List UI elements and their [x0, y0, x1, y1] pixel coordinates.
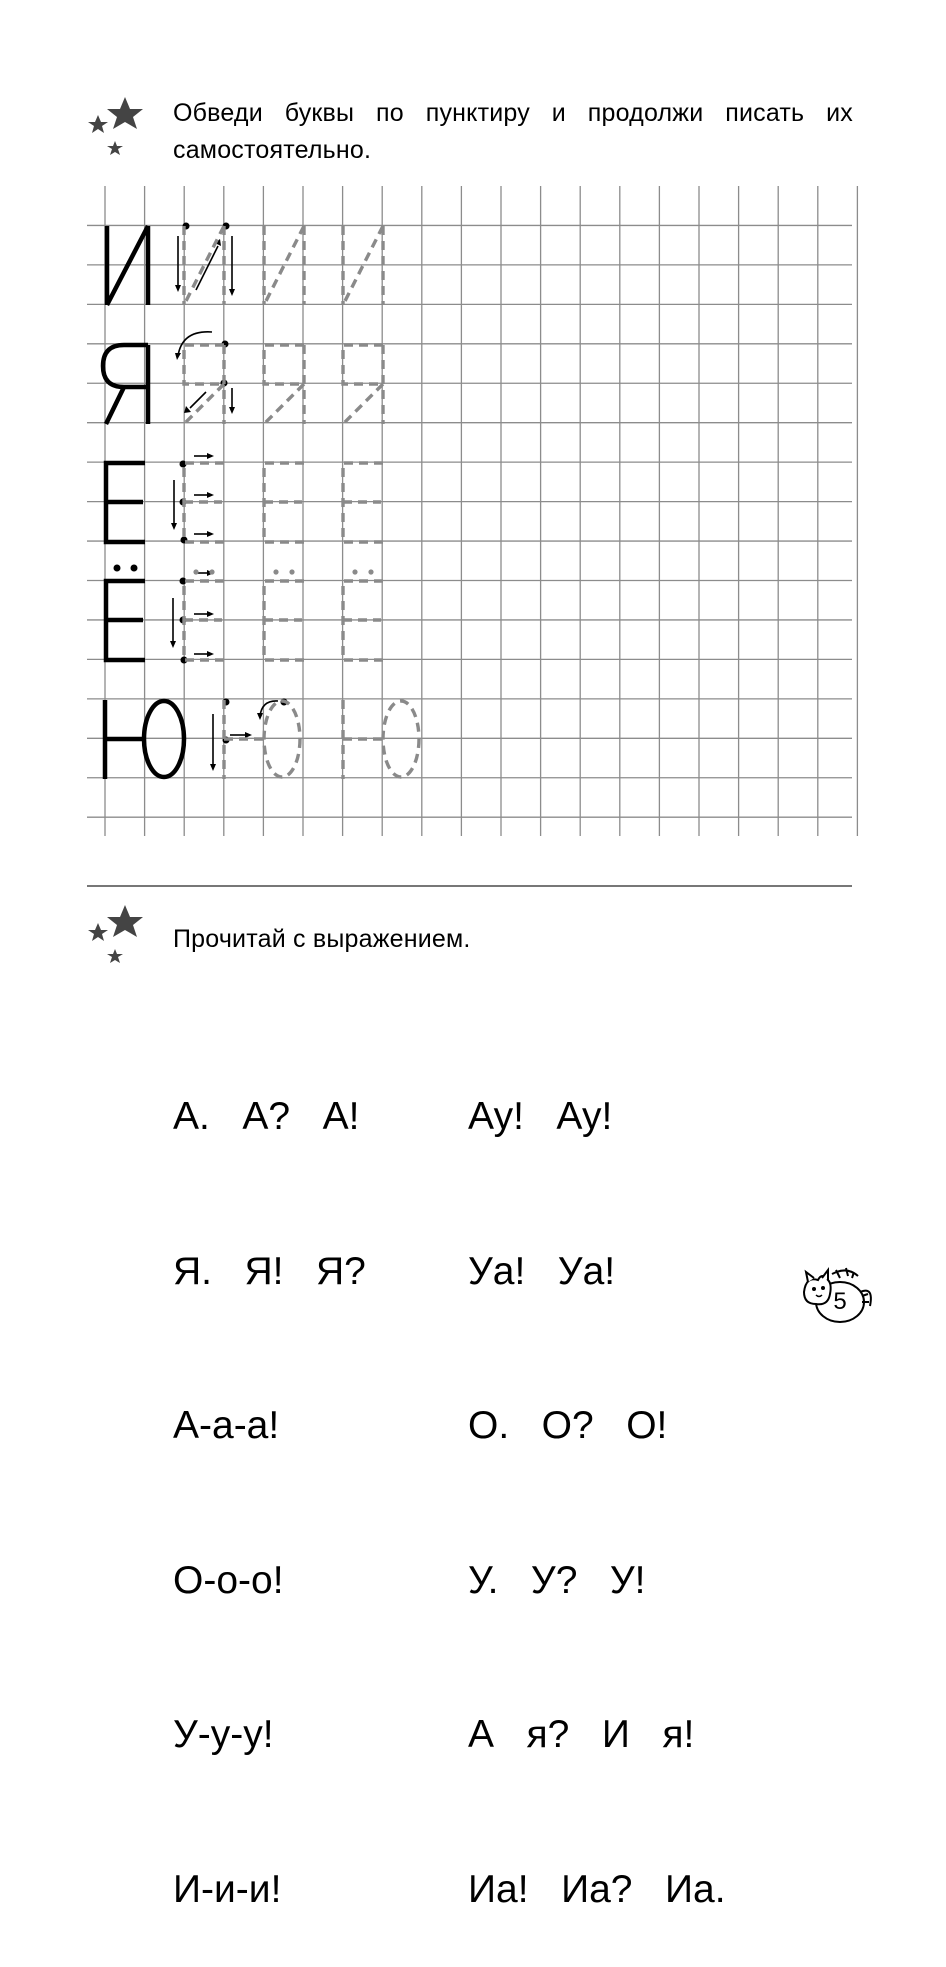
reading-line: Иа! Иа? Иа. [468, 1867, 726, 1911]
traced-letter-yu-oval [383, 701, 419, 777]
reading-line: А. А? А! [173, 1095, 360, 1138]
reading-column-left [173, 988, 366, 1967]
page-number: 5 [833, 1288, 847, 1315]
traced-letter-ye [184, 463, 224, 542]
sample-letter-ye [106, 463, 145, 542]
sample-letter-yo-dot [114, 565, 121, 572]
traced-dot [289, 569, 294, 574]
task1-instruction: Обведи буквы по пунктиру и продолжи писать их самостоятельно. [173, 99, 853, 164]
guide-arrow [190, 392, 206, 408]
guide-arrowhead [207, 611, 214, 617]
reading-line: О. О? О! [468, 1404, 668, 1447]
reading-line: У-у-у! [173, 1713, 274, 1756]
reading-line: Я. Я! Я? [173, 1249, 366, 1293]
guide-arrowhead [175, 353, 181, 360]
reading-column-right [468, 988, 726, 1967]
traced-dot [193, 569, 198, 574]
task2-instruction: Прочитай с выражением. [173, 925, 471, 953]
traced-letter-ya [343, 345, 383, 424]
traced-letter-yu [343, 700, 383, 779]
section-divider [87, 885, 852, 887]
traced-letter-yu [224, 700, 264, 779]
traced-letter-ye [264, 463, 304, 542]
guide-arrowhead [207, 651, 214, 657]
traced-dot [209, 569, 214, 574]
sample-letter-yu [105, 700, 143, 779]
traced-dot [368, 569, 373, 574]
sample-letter-ya [103, 345, 148, 424]
guide-arrowhead [257, 713, 263, 720]
traced-dot [352, 569, 357, 574]
guide-arrowhead [229, 407, 235, 414]
reading-line: А-а-а! [173, 1404, 280, 1447]
guide-arrowhead [207, 453, 214, 459]
traced-dot [273, 569, 278, 574]
reading-line: И-и-и! [173, 1867, 282, 1911]
sample-letter-yo-dot [131, 565, 138, 572]
traced-letter-ye [264, 581, 304, 660]
guide-arrowhead [245, 732, 252, 738]
reading-line: Уа! Уа! [468, 1249, 616, 1293]
guide-arrowhead [210, 764, 216, 771]
guide-arrowhead [175, 285, 181, 292]
sample-letter-yo [106, 581, 145, 660]
traced-letter-ya [264, 345, 304, 424]
reading-line: О-о-о! [173, 1558, 284, 1602]
traced-letter-yu-oval [264, 701, 300, 777]
guide-arrowhead [207, 531, 214, 537]
tracing-grid [0, 0, 946, 880]
reading-line: У. У? У! [468, 1558, 646, 1602]
guide-arrowhead [171, 523, 177, 530]
stars-icon [84, 903, 150, 973]
guide-arrowhead [207, 492, 214, 498]
sample-letter-yu-oval [144, 701, 184, 777]
guide-arrow [196, 246, 218, 290]
reading-line: А я? И я! [468, 1713, 695, 1756]
reading-line: Ау! Ау! [468, 1095, 613, 1138]
traced-letter-ye [343, 581, 383, 660]
guide-arrowhead [229, 289, 235, 296]
traced-letter-ye [343, 463, 383, 542]
traced-letter-ye [184, 581, 224, 660]
guide-arrowhead [170, 641, 176, 648]
traced-letter-ya [184, 345, 224, 424]
